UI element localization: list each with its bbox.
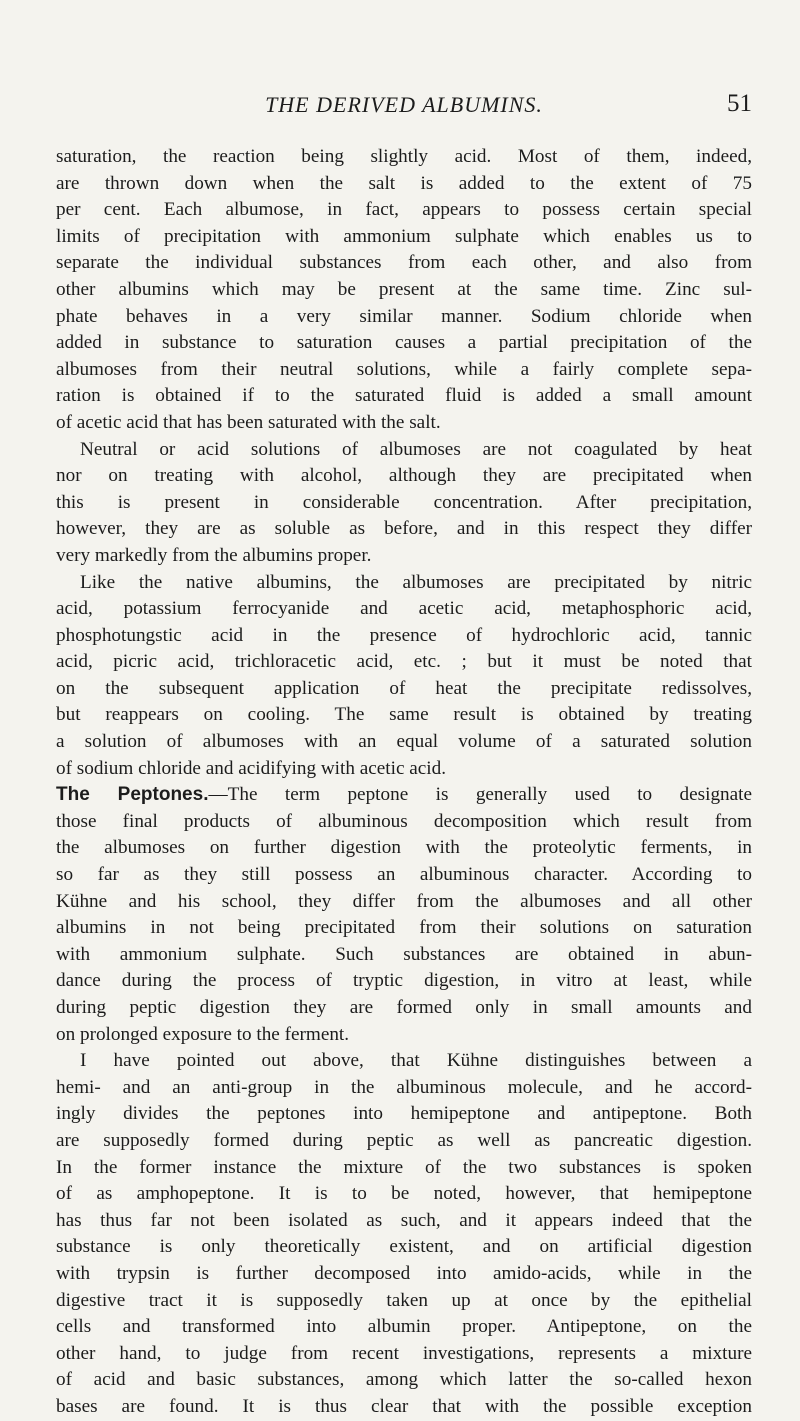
line-text: those final products of albuminous decomposition which result from — [56, 810, 752, 832]
line-text: other hand, to judge from recent investigations, represents a mixture — [56, 1342, 752, 1364]
text-line — [56, 1261, 752, 1288]
text-line — [56, 543, 752, 570]
line-text: has thus far not been isolated as such, and it appears indeed that the — [56, 1209, 752, 1231]
line-text: cells and transformed into albumin proper. Antipeptone, on the — [56, 1316, 752, 1338]
line-text: other albumins which may be present at the same time. Zinc sul- — [56, 278, 752, 300]
text-line — [56, 437, 752, 464]
text-line — [56, 835, 752, 862]
text-line — [56, 756, 752, 783]
line-text: ration is obtained if to the saturated fluid is added a small amount — [56, 385, 752, 407]
line-text: with trypsin is further decomposed into amido-acids, while in the — [56, 1262, 752, 1284]
line-text: albumins in not being precipitated from their solutions on saturation — [56, 917, 752, 939]
line-text: hemi- and an anti-group in the albuminous molecule, and he accord- — [56, 1076, 752, 1098]
text-line — [56, 250, 752, 277]
text-line — [56, 1128, 752, 1155]
text-line — [56, 889, 752, 916]
line-text: added in substance to saturation causes a partial precipitation of the — [56, 332, 752, 354]
text-line — [56, 570, 752, 597]
text-line — [56, 915, 752, 942]
line-text: limits of precipitation with ammonium sulphate which enables us to — [56, 225, 752, 247]
text-line — [56, 623, 752, 650]
line-text: saturation, the reaction being slightly acid. Most of them, indeed, — [56, 146, 752, 167]
line-text: very markedly from the albumins proper. — [56, 544, 372, 566]
line-text: a solution of albumoses with an equal volume of a saturated solution — [56, 731, 752, 753]
line-text: bases are found. It is thus clear that with the possible exception — [56, 1395, 752, 1417]
text-line — [56, 383, 752, 410]
text-line — [56, 1048, 752, 1075]
text-line — [56, 676, 752, 703]
text-line — [56, 1101, 752, 1128]
text-line — [56, 702, 752, 729]
page-header — [56, 86, 752, 126]
line-text: but reappears on cooling. The same result is obtained by treating — [56, 704, 752, 726]
line-text: this is present in considerable concentration. After precipitation, — [56, 491, 752, 513]
text-line — [56, 197, 752, 224]
text-line — [56, 1394, 752, 1421]
text-line — [56, 224, 752, 251]
text-line — [56, 862, 752, 889]
line-text: with ammonium sulphate. Such substances are obtained in abun- — [56, 943, 752, 965]
text-line — [56, 516, 752, 543]
line-text: nor on treating with alcohol, although they are precipitated when — [56, 465, 752, 487]
line-text: of sodium chloride and acidifying with acetic acid. — [56, 757, 447, 779]
text-line — [56, 1022, 752, 1049]
body-text — [56, 144, 752, 1421]
line-text: dance during the process of tryptic digestion, in vitro at least, while — [56, 970, 752, 992]
line-text: so far as they still possess an albuminous character. According to — [56, 864, 752, 886]
text-line — [56, 729, 752, 756]
line-text: are supposedly formed during peptic as well as pancreatic digestion. — [56, 1129, 752, 1151]
text-line — [56, 490, 752, 517]
line-text: phosphotungstic acid in the presence of hydrochloric acid, tannic — [56, 624, 752, 646]
text-line — [56, 1314, 752, 1341]
line-text: substance is only theoretically existent, and on artificial digestion — [56, 1236, 752, 1258]
line-text: —The term peptone is generally used to designate — [208, 784, 752, 806]
text-line — [56, 1208, 752, 1235]
text-line — [56, 809, 752, 836]
text-line — [56, 463, 752, 490]
text-line — [56, 1367, 752, 1394]
section-heading: The Peptones. — [56, 784, 209, 806]
text-line — [56, 1075, 752, 1102]
line-text: acid, picric acid, trichloracetic acid, etc. ; but it must be noted that — [56, 651, 752, 673]
line-text: separate the individual substances from each other, and also from — [56, 252, 752, 274]
line-text: of acetic acid that has been saturated with the salt. — [56, 411, 441, 433]
line-text: ingly divides the peptones into hemipeptone and antipeptone. Both — [56, 1103, 752, 1125]
line-text: Kühne and his school, they differ from the albumoses and all other — [56, 890, 752, 912]
line-text: Like the native albumins, the albumoses are precipitated by nitric — [80, 571, 752, 593]
running-title: THE DERIVED ALBUMINS. — [265, 92, 543, 117]
text-line — [56, 171, 752, 198]
text-line — [56, 144, 752, 171]
text-line — [56, 1155, 752, 1182]
line-text: on the subsequent application of heat the precipitate redissolves, — [56, 677, 752, 699]
page-number: 51 — [727, 90, 752, 117]
text-line — [56, 942, 752, 969]
text-line — [56, 1341, 752, 1368]
line-text: the albumoses on further digestion with the proteolytic ferments, in — [56, 837, 752, 859]
text-line — [56, 782, 752, 809]
text-line — [56, 968, 752, 995]
line-text: I have pointed out above, that Kühne distinguishes between a — [80, 1050, 752, 1072]
line-text: phate behaves in a very similar manner. Sodium chloride when — [56, 305, 752, 327]
text-line — [56, 649, 752, 676]
text-line — [56, 995, 752, 1022]
line-text: of acid and basic substances, among which latter the so-called hexon — [56, 1369, 752, 1391]
text-line — [56, 277, 752, 304]
line-text: In the former instance the mixture of the two substances is spoken — [56, 1156, 752, 1178]
line-text: digestive tract it is supposedly taken up at once by the epithelial — [56, 1289, 752, 1311]
line-text: of as amphopeptone. It is to be noted, however, that hemipeptone — [56, 1183, 752, 1205]
line-text: Neutral or acid solutions of albumoses are not coagulated by heat — [80, 438, 752, 460]
line-text: are thrown down when the salt is added to the extent of 75 — [56, 172, 752, 194]
text-line — [56, 410, 752, 437]
text-line — [56, 596, 752, 623]
text-line — [56, 1181, 752, 1208]
line-text: per cent. Each albumose, in fact, appears to possess certain special — [56, 199, 752, 221]
text-line — [56, 330, 752, 357]
line-text: acid, potassium ferrocyanide and acetic acid, metaphosphoric acid, — [56, 598, 752, 620]
text-line — [56, 304, 752, 331]
line-text: however, they are as soluble as before, and in this respect they differ — [56, 518, 752, 540]
text-line — [56, 357, 752, 384]
line-text: on prolonged exposure to the ferment. — [56, 1023, 350, 1045]
text-line — [56, 1288, 752, 1315]
line-text: during peptic digestion they are formed only in small amounts and — [56, 997, 752, 1018]
text-line — [56, 1234, 752, 1261]
line-text: albumoses from their neutral solutions, while a fairly complete sepa- — [56, 358, 752, 380]
